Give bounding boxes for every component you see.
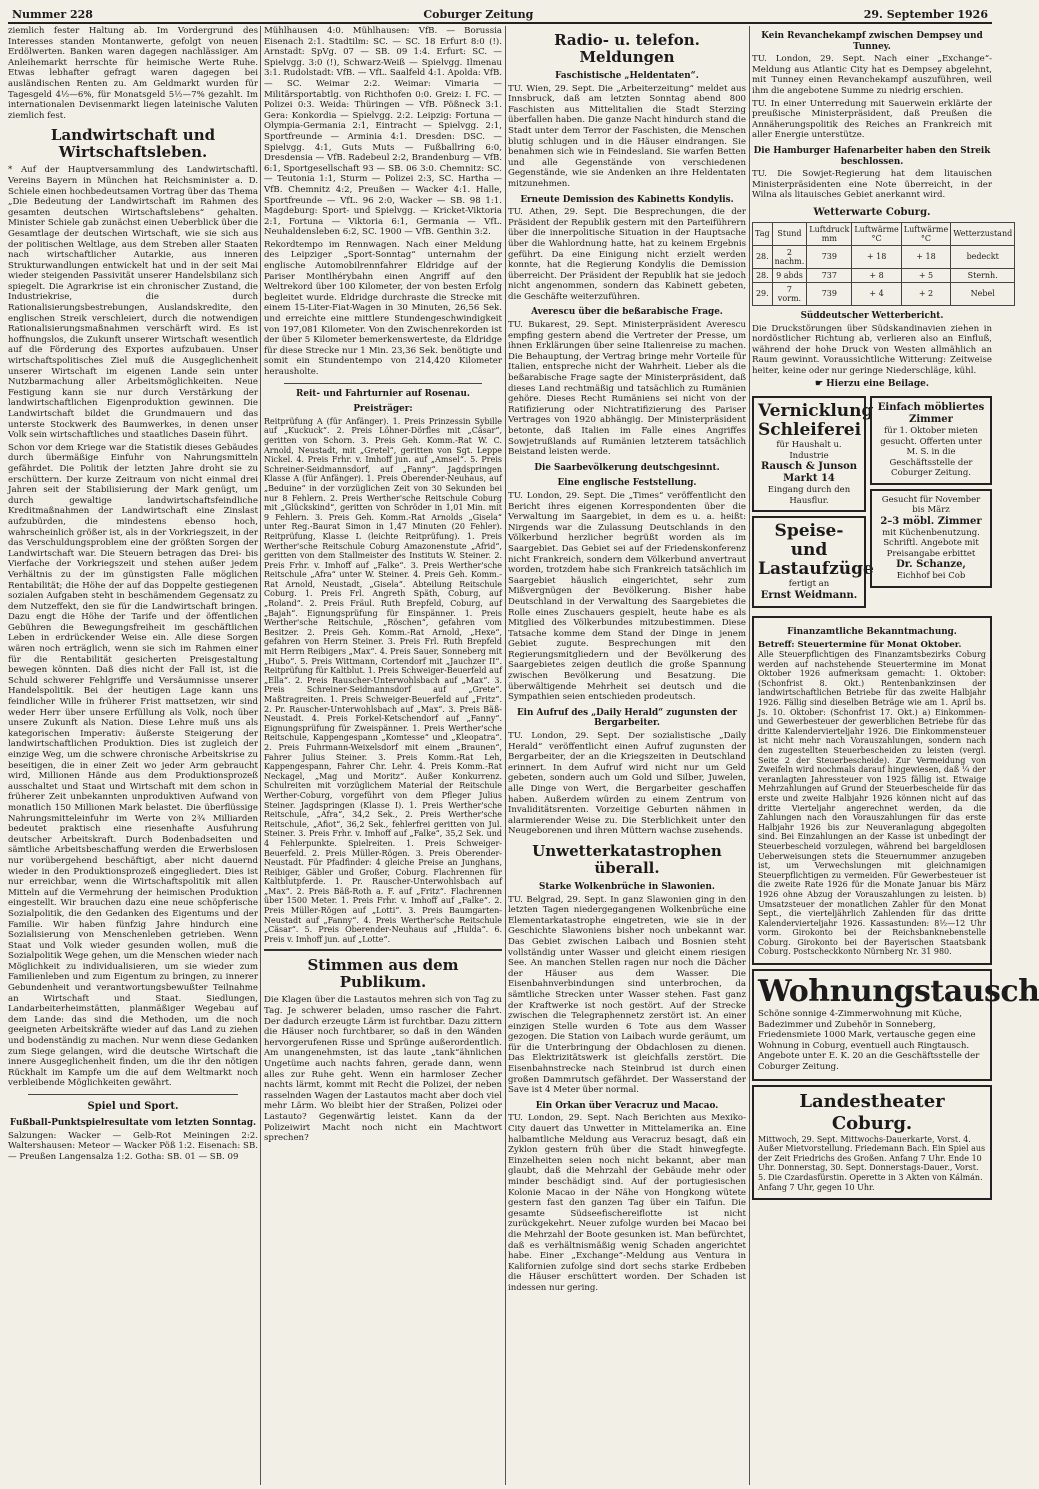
- news-text: TU. London, 29. Sept. Die „Times“ veröffentlicht den Bericht ihres eigenen Korrespondenten über die Verwaltung im Saargebiet, in dem es u. a. heißt: Nirgends war die Zulassung Deutschlands in den Völkerbund herzlicher begrüßt worden als im Saargebiet. Das Gebiet sei auf der Friedenskonferenz nicht Frankreich, sondern dem Völkerbund anvertraut worden, trotzdem habe sich Frankreich tatsächlich im Saargebiet häuslich eingerichtet, sehr zum Mißvergnügen der Bevölkerung. Bisher habe Deutschland in der Verwaltung des Saargebietes die Rolle eines Zuschauers gespielt, heute habe es als Mitglied des Völkerbundes mitzubestimmen. Diese Tatsache komme dem Stand der Dinge in jenem Gebiet zugute. Besprechungen mit den Regierungsmitgliedern und der Bevölkerung des Saargebietes zeigen deutlich die große Spannung zwischen Bevölkerung und Besatzung. Die überwältigende Mehrheit sei deutsch und die Sympathien seien entschieden prodeutsch.: [508, 490, 746, 703]
- section-title: Stimmen aus dem Publikum.: [307, 956, 459, 992]
- ad-name: Dr. Schanze,: [896, 559, 966, 571]
- column-4: [752, 26, 1039, 1485]
- weather-cell: 739: [807, 282, 852, 305]
- weather-report-title: Süddeutscher Wetterbericht.: [800, 310, 944, 321]
- column-1: [8, 26, 258, 1485]
- weather-header-cell: Wetterzustand: [951, 222, 1015, 245]
- weather-header-cell: Luftwärme °C: [852, 222, 901, 245]
- news-text: TU. Die Sowjet-Regierung hat dem litauischen Ministerpräsidenten eine Note überreicht, in der Wilna als litauisches Gebiet anerkannt wird.: [752, 169, 992, 201]
- page-date: 29. September 1926: [863, 7, 988, 21]
- ad-heading: Vernicklung: [758, 401, 874, 422]
- ad-row: [752, 392, 992, 612]
- weather-cell: bedeckt: [951, 245, 1015, 268]
- weather-cell: 29.: [753, 282, 773, 305]
- weather-cell: + 18: [901, 245, 950, 268]
- weather-cell: Sternh.: [951, 268, 1015, 282]
- article-paragraph: Die Klagen über die Lastautos mehren sich von Tag zu Tag. Je schwerer beladen, umso rascher die Fahrt. Der dadurch erzeugte Lärm ist furchtbar. Dazu zittern die Häuser noch furchtbarer, so daß in den Wänden hervorgerufenen Risse und Sprünge außerordentlich. Am unangenehmsten, ist das laute „tank“ähnlichen Ungetüme auch nachts fahren, gerade dann, wenn alles zur Ruhe geht. Wenn ein harmloser Zecher nachts lärmt, kommt mit Recht die Polizei, der neben rasselnden Wagen der Lastautos macht aber doch viel mehr Lärm. Wo bleibt hier der Straßen, Polizei oder Lastauto? Gegenwärtig leistet. Kann da der Polizeiwirt Macht noch nicht ein Machtwort sprechen?: [264, 995, 502, 1144]
- section-subtitle: Preisträger:: [353, 404, 413, 415]
- supplement-note: ☛ Hierzu eine Beilage.: [814, 379, 930, 390]
- riding-results: Reitprüfung A (für Anfänger). 1. Preis Prinzessin Sybille auf „Kuckuck“. 2. Preis Löhner-Dörfles mit „Cäsar“, geritten von Schorn. 3. Preis Geh. Komm.-Rat W. C. Arnold, Neustadt, mit „Gretel“, geritten von Sgt. Leppe Nickel. 4. Preis Frhr. v. Imhoff jun. auf „Amsel“. 5. Preis Schreiner-Seidmannsdorf, auf „Fanny“. Jagdspringen Klasse A (für Anfänger). 1. Preis Oberender-Neuhaus, auf „Beduine“ in der vorzüglichen Zeit von 30 Sekunden bei nur 8 Fehlern. 2. Preis Werther'sche Reitschule Coburg mit „Glückskind“, geritten von Schröder in 1,01 Min. mit 9 Fehlern. 3. Preis Geh. Komm.-Rat Arnolds „Gisela“ unter Reg.-Baurat Simon in 1,47 Minuten (20 Fehler). Reitprüfung, Klasse L (leichte Reitprüfung). 1. Preis Werther'sche Reitschule Coburg Amazonenstute „Afrid“, geritten von dem Stallmeister des Instituts W. Steiner. 2. Preis Frhr. v. Imhoff auf „Falke“. 3. Preis Werther'sche Reitschule „Afra“ unter W. Steiner. 4. Preis Geh. Komm.-Rat Arnold, Neustadt, „Gisela“. Abteilung Reitschule Coburg. 1. Preis Frl. Angreth Späth, Coburg, auf „Roland“. 2. Preis Fräul. Ruth Brepfeld, Coburg, auf „Bajah“. Eignungsprüfung für Einspänner. 1. Preis Werther'sche Reitschule, „Röschen“, gefahren vom Besitzer. 2. Preis Geh. Komm.-Rat Arnold, „Hexe“, gefahren von Herrn Steiner. 3. Preis Frl. Ruth Brepfeld mit Herrn Reibigers „Max“. 4. Preis Sauer, Sonneberg mit „Hubo“. 5. Preis Wittmann, Cortendorf mit „Jauchzer II“. Reitprüfung für Kaltblut. 1. Preis Schweiger-Beuerfeld auf „Ella“. 2. Preis Rauscher-Unterwohlsbach auf „Max“. 3. Preis Schreiner-Seidmannsdorf auf „Grete“. Maßtragreiten. 1. Preis Schweiger-Beuerfeld auf „Fritz“. 2. Pr. Rauscher-Unterwohlsbach auf „Max“. 3. Preis Bäß-Neustadt. 4. Preis Forkel-Ketschendorf auf „Fanny“. Eignungsprüfung für Zweispänner. 1. Preis Werther'sche Reitschule, Kappengespann „Komtesse“ und „Kleopatra“. 2. Preis Fuhrmann-Weixelsdorf mit einem „Braunen“, Fahrer Julius Steiner. 3. Preis Komm.-Rat Leh, Kappengespann, Fahrer Chr. Lehr. 4. Preis Komm.-Rat Neckagel, „Mag und Moritz“. Außer Konkurrenz. Schulreiten mit vorzüglichem Material der Reitschule Werther-Coburg, vorgeführt von dem Pfleger Julius Steiner. Jagdspringen (Klasse I). 1. Preis Werther'sche Reitschule, „Afra“, 34,2 Sek., 2. Preis Werther'sche Reitschule, „Afiot“, 36,2 Sek., fehlerfrei geritten von Jul. Steiner. 3. Preis Frhr. v. Imhoff auf „Falke“, 35,2 Sek. und 4 Fehlerpunkte. Spielreiten. 1. Preis Schweiger-Beuerfeld. 2. Preis Müller-Rögen. 3. Preis Oberender-Neustadt. Für Pfadfinder: 4 gleiche Preise an Junghans, Reibiger, Gäbler und Großer, Coburg. Flachrennen für Kaltblutpferde. 1. Pr. Rauscher-Unterwohlsbach auf „Max“. 2. Preis Bäß-Roth a. F. auf „Fritz“. Flachrennen über 1500 Meter. 1. Preis Frhr. v. Imhoff auf „Falke“. 2. Preis Müller-Rögen auf „Lotti“. 3. Preis Baumgarten-Neustadt auf „Fanny“. 4. Preis Werther'sche Reitschule „Cäsar“. 5. Preis Oberender-Neuhaus auf „Hulda“. 6. Preis v. Imhoff jun. auf „Lotte“.: [264, 416, 502, 944]
- ad-text: Gesucht für November bis März: [881, 494, 981, 516]
- page-header: [8, 6, 992, 24]
- article-title: Landwirtschaft und Wirtschaftsleben.: [50, 126, 216, 162]
- ad-apartment-exchange: [752, 969, 1039, 1081]
- weather-cell: 2 nachm.: [772, 245, 807, 268]
- ad-elevators: [752, 516, 874, 608]
- weather-row: [753, 268, 1015, 282]
- divider: [264, 949, 502, 951]
- ad-text: Mittwoch, 29. Sept. Mittwochs-Dauerkarte, Vorst. 4. Außer Mietvorstellung. Friedemann Bach. Ein Spiel aus der Zeit Friedrichs des Großen. Anfang 7 Uhr. Ende 10 Uhr. Donnerstag, 30. Sept. Donnerstags-Dauer., Vorst. 5. Die Czardasfürstin. Operette in 3 Akten von Kálmán. Anfang 7 Uhr, gegen 10 Uhr.: [758, 1134, 986, 1192]
- ad-heading: Landestheater Coburg.: [799, 1090, 945, 1134]
- weather-cell: + 2: [901, 282, 950, 305]
- news-title: Die Hamburger Hafenarbeiter haben den Streik beschlossen.: [753, 145, 991, 167]
- notice-subtitle: Betreff: Steuertermine für Monat Oktober.: [758, 639, 962, 650]
- ad-nickel-plating: [752, 396, 874, 512]
- news-title: Kein Revanchekampf zwischen Dempsey und Tunney.: [761, 31, 983, 52]
- sport-results: Mühlhausen 4:0. Mühlhausen: VfB. — Borussia Eisenach 2:1. Stadtilm: SC. — SC. 18 Erfurt 8:0 (!). Arnstadt: SpVg. 07 — SB. 09 1:4. Erfurt: SC. — Spielvgg. 3:0 (!), Schwarz-Weiß — Spielvgg. Ilmenau 3:1. Rudolstadt: VfB. — VfL. Saalfeld 4:1. Apolda: VfB. — SC. Weimar 2:2. Weimar: Vimaria — Militärsportabtlg. von Richthofen 0:0. Greiz: I. FC. — Polizei 0:3. Weida: Thüringen — VfB. Pößneck 3:1. Gera: Konkordia — Spielvgg. 2:2. Leipzig: Fortuna — Olympia-Germania 2:1, Eintracht — Spielvgg. 2:1, Sportfreunde — Arminia 4:1. Dresden: DSC. — Spielvgg. 4:1, Guts Muts — Fußballring 6:0, Dresdensia — VfB. Radebeul 2:2, Brandenburg — VfB. 6:1, Sportgesellschaft 93 — SB. 06 3:0. Chemnitz: SC. — Teutonia 1:1, Sturm — Polizei 2:3, SC. Hartha — VfB. Chemnitz 4:2, Preußen — Wacker 4:1. Halle, Sportfreunde — VfL. 96 2:0, Wacker — SB. 98 1:1. Magdeburg: Sport- und Spielvgg. — Kricket-Viktoria 2:1, Fortuna — Viktoria 6:1, Germania — VfL. Neuhaldensleben 6:2, SC. 1900 — VfB. Genthin 3:2.: [264, 26, 502, 238]
- section-title: Spiel und Sport.: [87, 1101, 179, 1112]
- news-text: TU. Athen, 29. Sept. Die Besprechungen, die der Präsident der Republik gestern mit den Parteiführern über die innerpolitische Situation in der Hauptsache über die Wahlordnung hatte, hat zu keinem Ergebnis geführt. Da eine Einigung nicht erzielt werden konnte, hat die Regierung Kondylis die Demission überreicht. Der Präsident der Republik hat sie jedoch nicht angenommen, sondern das Kabinett gebeten, die Geschäfte weiterzuführen.: [508, 207, 746, 302]
- ad-text: fertigt an: [788, 579, 830, 590]
- ad-firm: Ernst Weidmann.: [760, 589, 858, 601]
- ad-rooms-wanted: [870, 489, 992, 588]
- weather-report: Die Druckstörungen über Südskandinavien ziehen in nordöstlicher Richtung ab, verlieren also an Einfluß, während der hohe Druck von Westen allmählich an Raum gewinnt. Voraussichtliche Witterung: Zeitweise heiter, keine oder nur geringe Niederschläge, kühl.: [752, 323, 992, 376]
- weather-cell: 28.: [753, 245, 773, 268]
- news-title: Die Saarbevölkerung deutschgesinnt.: [534, 462, 720, 473]
- notice-text: Alle Steuerpflichtigen des Finanzamtsbezirks Coburg werden auf nachstehende Steuertermine im Monat Oktober 1926 aufmerksam gemacht: 1. Oktober: (Schonfrist 8. Okt.) Rentenbankzinsen der landwirtschaftlichen Betriebe für das zweite Halbjahr 1926. Fällig sind dieselben Beträge wie am 1. April bs. Js. 10. Oktober: (Schonfrist 17. Okt.) a) Einkommen- und Gewerbesteuer der gewerblichen Betriebe für das dritte Kalendervierteljahr 1926. Die Einkommensteuer ist nicht mehr nach Vorauszahlungen, sondern nach den zugestellten Steuerbescheiden zu leisten (vergl. Seite 2 der Steuerbescheide). Zur Vermeidung von Zweifeln wird nochmals darauf hingewiesen, daß ¼ der veranlagten Jahressteuer von 1925 fällig ist. Etwaige Mehrzahlungen auf Grund der Steuerbescheide für das erste und zweite Halbjahr 1926 können nicht auf das dritte Vierteljahr angerechnet werden, da die Zahlungen nach den Vorauszahlungen für das erste Halbjahr 1926 bis zur Neuveranlagung abgegolten sind. Bei Einzahlungen an der Kasse ist unbedingt der Steuerbescheid vorzulegen, während bei bargeldlosen Ueberweisungen stets die Steuernummer anzugeben ist, um Verwechslungen mit gleichnamigen Steuerpflichtigen zu vermeiden. Für Gewerbesteuer ist die zweite Rate 1926 für die Monate Januar bis März 1926 ohne Abzug der Vorauszahlungen zu leisten. b) Umsatzsteuer der monatlichen Zahler für den Monat Sept., die vierteljährlich Zahlenden für das dritte Kalendervierteljahr 1926. Kassastunden: 8½—12 Uhr vorm. Girokonto bei der Reichsbanknebenstelle Coburg. Girokonto bei der Bayerischen Staatsbank Coburg. Postscheckkonto Nürnberg Nr. 31 980.: [758, 650, 986, 957]
- column-rule: [505, 26, 506, 1485]
- weather-header-row: [753, 222, 1015, 245]
- news-title: Faschistische „Heldentaten“.: [555, 71, 699, 81]
- weather-table: [752, 222, 1015, 306]
- weather-cell: Nebel: [951, 282, 1015, 305]
- weather-cell: 737: [807, 268, 852, 282]
- columns: [8, 26, 1039, 1485]
- ad-heading: Schleiferei: [758, 420, 862, 441]
- section-subtitle: Fußball-Punktspielresultate vom letzten Sonntag.: [9, 1118, 257, 1128]
- news-title: Averescu über die beßarabische Frage.: [531, 307, 723, 318]
- weather-cell: 7 vorm.: [772, 282, 807, 305]
- news-subtitle: Eine englische Feststellung.: [557, 478, 697, 489]
- weather-cell: + 18: [852, 245, 901, 268]
- section-title: Radio- u. telefon. Meldungen: [554, 31, 700, 66]
- weather-header-cell: Stund: [772, 222, 807, 245]
- news-title: Ein Orkan über Veracruz und Macao.: [535, 1100, 719, 1111]
- page-number: Nummer 228: [12, 7, 93, 21]
- ad-address: Markt 14: [783, 473, 835, 485]
- market-report: ziemlich fester Haltung ab. Im Vordergrund des Interesses standen Montanwerte, gefolgt von neuen Erdölwerten. Banken waren dagegen nachlässiger. Am Anleihemarkt herrschte für heimische Werte Ruhe. Etwas lebhafter gefragt waren dagegen bei ausländischen Renten zu. Am Geldmarkt wurden für Tagesgeld 4½—6%, für Monatsgeld 5½—7% gezahlt. Im internationalen Devisenmarkt liegen lateinische Valuten ziemlich fest.: [8, 26, 258, 121]
- column-rule: [749, 26, 750, 1485]
- weather-header-cell: Luftdruck mm: [807, 222, 852, 245]
- ad-heading: Einfach möbliertes Zimmer: [877, 402, 985, 426]
- weather-row: [753, 282, 1015, 305]
- news-title: Erneute Demission des Kabinetts Kondylis.: [520, 194, 734, 205]
- section-title: Reit- und Fahrturnier auf Rosenau.: [296, 388, 470, 399]
- news-title: Ein Aufruf des „Daily Herald“ zugunsten der Bergarbeiter.: [516, 707, 738, 729]
- ad-theater: [752, 1085, 992, 1201]
- news-text: TU. Bukarest, 29. Sept. Ministerpräsident Averescu empfing gestern abend die Vertreter der Presse, um ihnen Erklärungen über seine Italienreise zu machen. Die Behauptung, der Vertrag bringe mehr Vorteile für Italien, entspreche nicht der Wahrheit. Lieber als die beßarabische Frage sagte der Ministerpräsident, daß dieses Land rechtmäßig und tatsächlich zu Rumänien gehöre. Dieses Recht Rumäniens sei nicht von der Ratifizierung oder Nichtratifizierung des Pariser Vertrages von 1920 abhängig. Der Ministerpräsident betonte, daß Italien im Falle eines Angriffes Sowjetrußlands auf Rumänien letzterem tatsächlich Beistand leisten werde.: [508, 320, 746, 458]
- weather-title: Wetterwarte Coburg.: [813, 206, 931, 218]
- notice-title: Finanzamtliche Bekanntmachung.: [787, 626, 957, 637]
- ad-text: für Haushalt u. Industrie: [776, 440, 842, 461]
- column-rule: [260, 26, 261, 1485]
- news-text: TU. Belgrad, 29. Sept. In ganz Slawonien ging in den letzten Tagen niedergegangenen Wolkenbrüche eine Elementarkatastrophe eingetreten, wie sie in der Geschichte Slawoniens bisher noch unbekannt war. Das Gebiet zwischen Laibach und Bosnien steht vollständig unter Wasser und gleicht einem riesigen See. An manchen Stellen ragen nur noch die Dächer der Häuser aus dem Wasser. Die Eisenbahnverbindungen sind unterbrochen, da sämtliche Strecken unter Wasser stehen. Fast ganz der Kraftwerke ist noch gestört. Auf der Strecke zwischen die Telegraphennetz zerstört ist. An einer einzigen Stelle wurden 6 Tote aus dem Wasser gezogen. Die Station von Laibach wurde geräumt, um für die Unterbringung der Obdachlosen zu dienen. Das Elektrizitätswerk ist gleichfalls zerstört. Die Eisenbahnstrecke nach Steinbrud ist durch einen großen Dammrutsch gefährdet. Der Wasserstand der Save ist 4 Meter über normal.: [508, 894, 746, 1096]
- weather-row: [753, 245, 1015, 268]
- news-text: TU. London, 29. Sept. Nach einer „Exchange“-Meldung aus Atlantic City hat es Dempsey abgelehnt, mit Tunney einen Revanchekampf auszuführen, weil ihm die angebotene Summe zu niedrig erschien.: [752, 54, 992, 96]
- ad-heading: Speise- und Lastaufzüge: [758, 521, 874, 580]
- divider: [284, 383, 482, 384]
- weather-cell: 739: [807, 245, 852, 268]
- column-2: [264, 26, 502, 1485]
- news-headline: Unwetterkatastrophen überall.: [532, 841, 722, 877]
- ad-text: Schöne sonnige 4-Zimmerwohnung mit Küche, Badezimmer und Zubehör in Sonneberg, Friedensmiete 1000 Mark, vertausche gegen eine Wohnung in Coburg, eventuell auch Ringtausch. Angebote unter E. K. 20 an die Geschäftsstelle der Coburger Zeitung.: [758, 1009, 980, 1073]
- news-subtitle: Starke Wolkenbrüche in Slawonien.: [539, 881, 715, 892]
- news-text: TU. London, 29. Sept. Der sozialistische „Daily Herald“ veröffentlicht einen Aufruf zugunsten der Bergarbeiter, der an die Kriegszeiten in Deutschland erinnert. In dem Aufruf wird nicht nur um Geld gebeten, sondern auch um Gold und Silber, Juwelen, alle Dinge von Wert, die Bergarbeiter geschaffen haben. Außerdem würden zu einem Zentrum von Invaliditätsrenten. Vorzeitige Geburten nähmen in alarmierender Weise zu. Die Sterblichkeit unter den Neugeborenen und ihren Müttern wachse zusehends.: [508, 731, 746, 837]
- newspaper-title: Coburger Zeitung: [423, 7, 534, 21]
- divider: [28, 1094, 238, 1095]
- news-text: TU. In einer Unterredung mit Sauerwein erklärte der preußische Ministerpräsident, daß Preußen die Annäherungspolitik des Reiches an Frankreich mit aller Energie unterstütze.: [752, 98, 992, 141]
- ad-heading: 2–3 möbl. Zimmer: [880, 515, 982, 527]
- ad-room-wanted: [870, 396, 992, 485]
- news-text: TU. Wien, 29. Sept. Die „Arbeiterzeitung“ meldet aus Innsbruck, daß am letzten Sonntag abend 800 Faschisten aus Mittelitalien die Stadt Sterzing überfallen haben. Die ganze Nacht hindurch stand die Stadt unter dem Terror der Faschisten, die Menschen blutig schlugen und in die Häuser eindrangen. Sie benahmen sich wie in Feindesland. Sie warfen Betten und alle Gegenstände von verschiedenen Gegenstände, wie sie Andenken an ihre Heldentaten mitzunehmen.: [508, 83, 746, 189]
- column-3: [508, 26, 746, 1485]
- article-paragraph: * Auf der Hauptversammlung des Landwirtschaftl. Vereins Bayern in München hat Reichsminister a. D. Schiele einen hochbedeutsamen Vortrag über das Thema „Die Bedeutung der Landwirtschaft im Rahmen des gesamten deutschen Wirtschaftslebens“ gehalten. Minister Schiele gab zunächst einen Ueberblick über die Gesamtlage der deutschen Wirtschaft, wie sie sich aus der politischen Weltlage, aus dem Streben aller Staaten nach wirtschaftlicher Autarkie, aus inneren Strukturwandlungen entwickelt hat und in der seit Mai wieder steigenden Passivität unserer Handelsbilanz sich spiegelt. Die Agrarkrise ist ein chronischer Zustand, die Industriekrise, die durch Rationalisierungsbestrebungen, Auslandskredite, den englischen Streik verschleiert, durch die notwendigen Rationalisierungsmaßnahmen verschärft wird. Es ist hoffnungslos, die Zukunft unserer Wirtschaft wesentlich auf die Förderung des Exportes aufzubauen. Unser wirtschaftspolitisches Ziel muß die Ausgeglichenheit unserer Wirtschaft im eigenen Lande sein unter Nutzbarmachung aller Arbeitsmöglichkeiten. Neue Festigung kann sie nur durch Verstärkung der landwirtschaftlichen Eigenproduktion gewinnen. Die Landwirtschaft bildet die Grundmauern und das unterste Stockwerk des Baumwerkes, in denen unser Volk sein wirtschaftliches und staatliches Dasein führt.: [8, 165, 258, 441]
- news-text: TU. London, 29. Sept. Nach Berichten aus Mexiko-City dauert das Unwetter in Mittelamerika an. Eine halbamtliche Meldung aus Veracruz besagt, daß ein Zyklon gestern früh über die Stadt hinwegfegte. Einzelheiten seien noch nicht bekannt, aber man glaubt, daß die Mehrzahl der Gebäude mehr oder minder beschädigt sind. Auf der portugiesischen Kolonie Macao in der Nähe von Hongkong wütete gestern fast den ganzen Tag über ein Taifun. Die gesamte Südseefischereiflotte ist nicht zurückgekehrt. Neuer zufolge wurden bei Macao bei die Mehrzahl der Boote gesunken ist. Man befürchtet, daß es verhältnismäßig wenig Schaden angerichtet habe. Einer „Exchange“-Meldung aus Ventura in Kalifornien zufolge sind dort sechs starke Erdbeben die Häuser erschüttert worden. Der Schaden ist indessen nur gering.: [508, 1113, 746, 1293]
- weather-cell: + 5: [901, 268, 950, 282]
- tax-notice: [752, 616, 992, 965]
- weather-header-cell: Luftwärme °C: [901, 222, 950, 245]
- ad-address: Eichhof bei Cob: [896, 571, 966, 582]
- ad-heading: Wohnungstausch: [758, 974, 1039, 1010]
- weather-cell: 9 abds: [772, 268, 807, 282]
- ad-firm: Rausch & Junson: [760, 461, 858, 473]
- ad-text: für 1. Oktober mieten gesucht. Offerten unter M. S. in die Geschäftsstelle der Coburger Zeitung.: [880, 426, 982, 479]
- sport-results: Salzungen: Wacker — Gelb-Rot Meiningen 2:2. Waltershausen: Meteor — Wacker Pöß 1:2. Eisenach: SB. — Preußen Langensalza 1:2. Gotha: SB. 01 — SB. 09: [8, 1130, 258, 1162]
- ad-text: Eingang durch den Hausflur.: [767, 485, 851, 506]
- weather-cell: 28.: [753, 268, 773, 282]
- ad-text: mit Küchenbenutzung. Schriftl. Angebote mit Preisangabe erbittet: [882, 527, 980, 559]
- article-paragraph: Schon vor dem Kriege war die Statistik dieses Gebäudes durch übermäßige Einfuhr von Nahrungsmitteln gefährdet. Die Politik der letzten Jahre droht sie zu erschüttern. Der kurze Zeitraum von nicht einmal drei Jahren seit der Stabilisierung der Mark genügt, um durch gewaltige landwirtschaftsfeindliche Kreditmaßnahmen der Landwirtschaft eine Zinslast aufzubürden, die mindestens ebenso hoch, wahrscheinlich größer ist, als in der Vorkriegszeit, in der das Verschuldungsproblem eine der größten Sorgen der Landwirtschaft war. Die Steuern betragen das Drei- bis Vierfache der Vorkriegszeit und stehen außer jedem Verhältnis zu der im günstigsten Falle möglichen Rentabilität; die Höhe der auf das Doppelte gestiegenen sozialen Aufgaben steht in beschämendem Gegensatz zu dem Nutzeffekt, den sie für die Landwirtschaft bringen. Dazu engt die Höhe der Tarife und der öffentlichen Gebühren die Bewegungsfreiheit im geschäftlichen Leben in erdrückender Weise ein. Alle diese Sorgen wären noch erträglich, wenn sie sich im Rahmen einer für die Rentabilität gesicherten Preisgestaltung bewegen könnten. Daß dies nicht der Fall ist, ist die Schuld schwerer Fehlgriffe und Versäumnisse unserer Handelspolitik. Bei der heutigen Lage kann uns feindlicher Wille in früherer Frist mattsetzen, wir sind weder Herr über unsere Erfüllung als Volk, noch über unsere Zukunft als Nation. Diese Lehre muß uns als kategorischen Imperativ: äußerste Steigerung der landwirtschaftlichen Produktion. Dies ist zugleich der einzige Weg, um die schwere chronische Arbeitskrise zu beseitigen, die in einer Zeit wo jeder Arm gebraucht wird, Millionen Hände aus dem Produktionsprozeß ausschaltet und Staat und Wirtschaft mit dem schon in früherer Zeit unbekannten unproduktiven Aufwand von monatlich 150 Millionen Mark belastet. Die überflüssige Nahrungsmitteleinfuhr im Werte von 2¾ Milliarden bedeutet praktisch eine riesenhafte Ausfuhrung deutscher Arbeitskraft. Durch Bodenbadseiten und sämtliche Arbeitsbeschaffung werden die Erwerbslosen nur vorübergehend beschäftigt, aber nicht dauernd wieder in den Produktionsprozeß eingegliedert. Dies ist nur erreichbar, wenn die Wirtschaftspolitik mit allen Mitteln auf die Vermehrung der heimischen Produktion eingestellt. Wir brauchen dazu eine neue schöpferische Sozialpolitik, die den Gedanken des Eigentums und der Familie. Wir haben fünfzig Jahre hindurch eine Sozialisierung von Menschenleben getrieben. Wenn Staat und Volk wieder gesunden wollen, muß die Sozialpolitik Wege gehen, um die Menschen wieder nach Möglichkeit zu individualisieren, um sie wieder zum Familienleben und zum Eigentum zu bringen, zu innerer Gebundenheit und verantwortungsbewußter Teilnahme an Wirtschaft und Staat. Siedlungen, Landarbeiterheimstätten, planmäßiger Wegebau auf dem Lande: das sind die Methoden, um die noch geeigneten Arbeitskräfte wieder auf das Land zu ziehen und bodenständig zu machen. Nur wenn diese Gedanken zum Siege gelangen, wird die deutsche Wirtschaft die innere Ausgeglichenheit finden, um die ihr den nötigen Rückhalt im Kampfe um die auf dem Weltmarkt noch verbleibende Möglichkeiten gewährt.: [8, 442, 258, 1089]
- weather-header-cell: Tag: [753, 222, 773, 245]
- weather-cell: + 8: [852, 268, 901, 282]
- weather-cell: + 4: [852, 282, 901, 305]
- article-paragraph: Rekordtempo im Rennwagen. Nach einer Meldung des Leipziger „Sport-Sonntag“ unternahm der englische Automobilrennfahrer Eldridge auf der Pariser Montlhérybahn einen Angriff auf den Weltrekord über 100 Kilometer, der von besten Erfolg begleitet wurde. Eldridge durchraste die Strecke mit einem 15-Liter-Fiat-Wagen in 30 Minuten, 26,56 Sek. und erreichte eine mittlere Stundengeschwindigkeit von 197,081 Kilometer. Von den Zwischenrekorden ist der über 5 Kilometer bemerkenswerteste, da Eldridge für diese Strecke nur 1 Min. 23,36 Sek. benötigte und somit ein Stundentempo von 214,420 Kilometer herausholte.: [264, 239, 502, 377]
